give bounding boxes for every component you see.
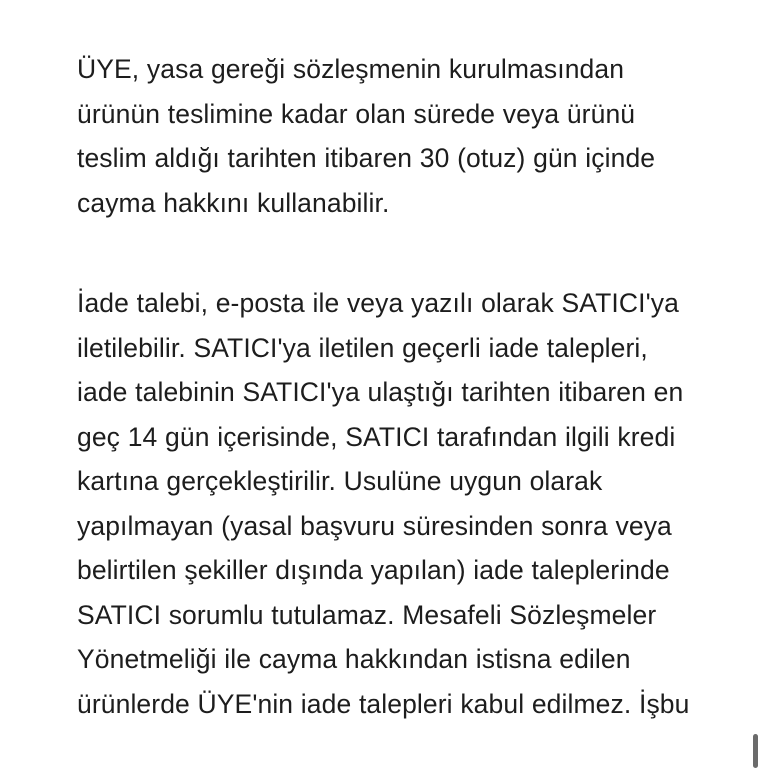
paragraph-cayma-hakki-suresi: ÜYE, yasa gereği sözleşmenin kurulmasından ürünün teslimine kadar olan sürede veya ürünü teslim aldığı tarihten itibaren 30 (otuz) gün içinde cayma hakkını kullanabilir.	[77, 54, 656, 218]
vertical-scrollbar-thumb[interactable]	[753, 734, 758, 768]
paragraph-iade-talebi-kosullari: İade talebi, e-posta ile veya yazılı olarak SATICI'ya iletilebilir. SATICI'ya iletilen geçerli iade talepleri, iade talebinin SATICI'ya ulaştığı tarihten itibaren en geç 14 gün içerisinde, SATICI tarafından ilgili kredi kartına gerçekleştirilir. Usulüne uygun olarak yapılmayan (yasal başvuru süresinden sonra veya belirtilen şekiller dışında yapılan) iade taleplerinde SATICI sorumlu tutulamaz. Mesafeli Sözleşmeler Yönetmeliği ile cayma hakkından istisna edilen ürünlerde ÜYE'nin iade talepleri kabul edilmez. İşbu	[77, 288, 690, 719]
document-text-body	[77, 47, 695, 726]
